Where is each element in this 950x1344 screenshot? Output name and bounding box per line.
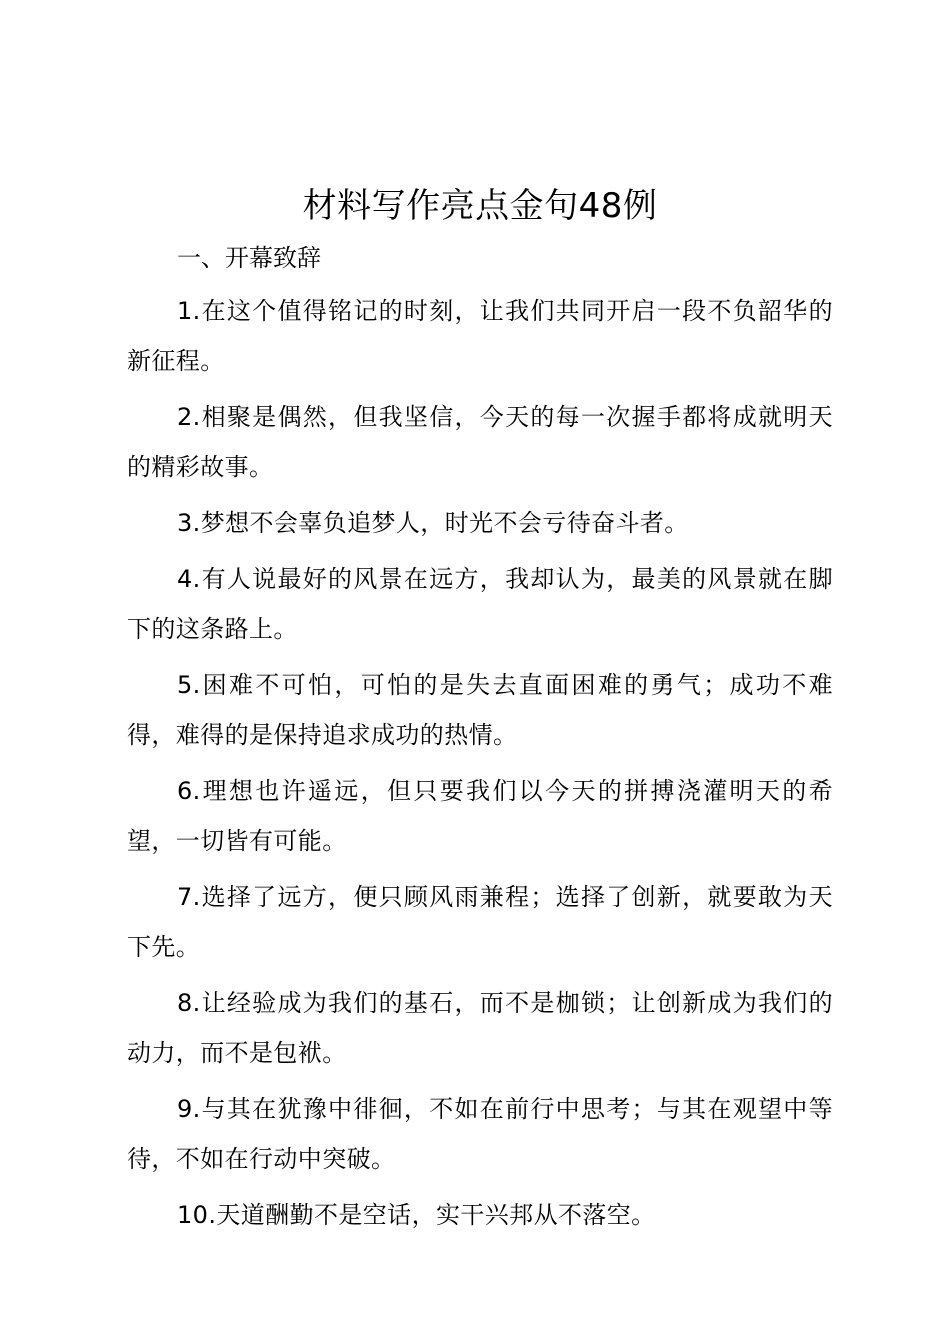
list-item: 10.天道酬勤不是空话，实干兴邦从不落空。 — [177, 1201, 656, 1229]
document-body — [127, 182, 833, 1240]
list-item: 5.困难不可怕，可怕的是失去直面困难的勇气；成功不难得，难得的是保持追求成功的热情。 — [127, 671, 833, 749]
list-item: 1.在这个值得铭记的时刻，让我们共同开启一段不负韶华的新征程。 — [127, 297, 833, 375]
list-item: 4.有人说最好的风景在远方，我却认为，最美的风景就在脚下的这条路上。 — [127, 565, 833, 643]
section-heading: 一、开幕致辞 — [177, 244, 321, 272]
list-item: 8.让经验成为我们的基石，而不是枷锁；让创新成为我们的动力，而不是包袱。 — [127, 989, 833, 1067]
list-item: 7.选择了远方，便只顾风雨兼程；选择了创新，就要敢为天下先。 — [127, 883, 833, 961]
list-item: 2.相聚是偶然，但我坚信，今天的每一次握手都将成就明天的精彩故事。 — [127, 403, 833, 481]
list-item: 6.理想也许遥远，但只要我们以今天的拼搏浇灌明天的希望，一切皆有可能。 — [127, 777, 833, 855]
list-item: 9.与其在犹豫中徘徊，不如在前行中思考；与其在观望中等待，不如在行动中突破。 — [127, 1095, 833, 1173]
list-item: 3.梦想不会辜负追梦人，时光不会亏待奋斗者。 — [177, 509, 689, 537]
document-title: 材料写作亮点金句48例 — [302, 186, 658, 226]
